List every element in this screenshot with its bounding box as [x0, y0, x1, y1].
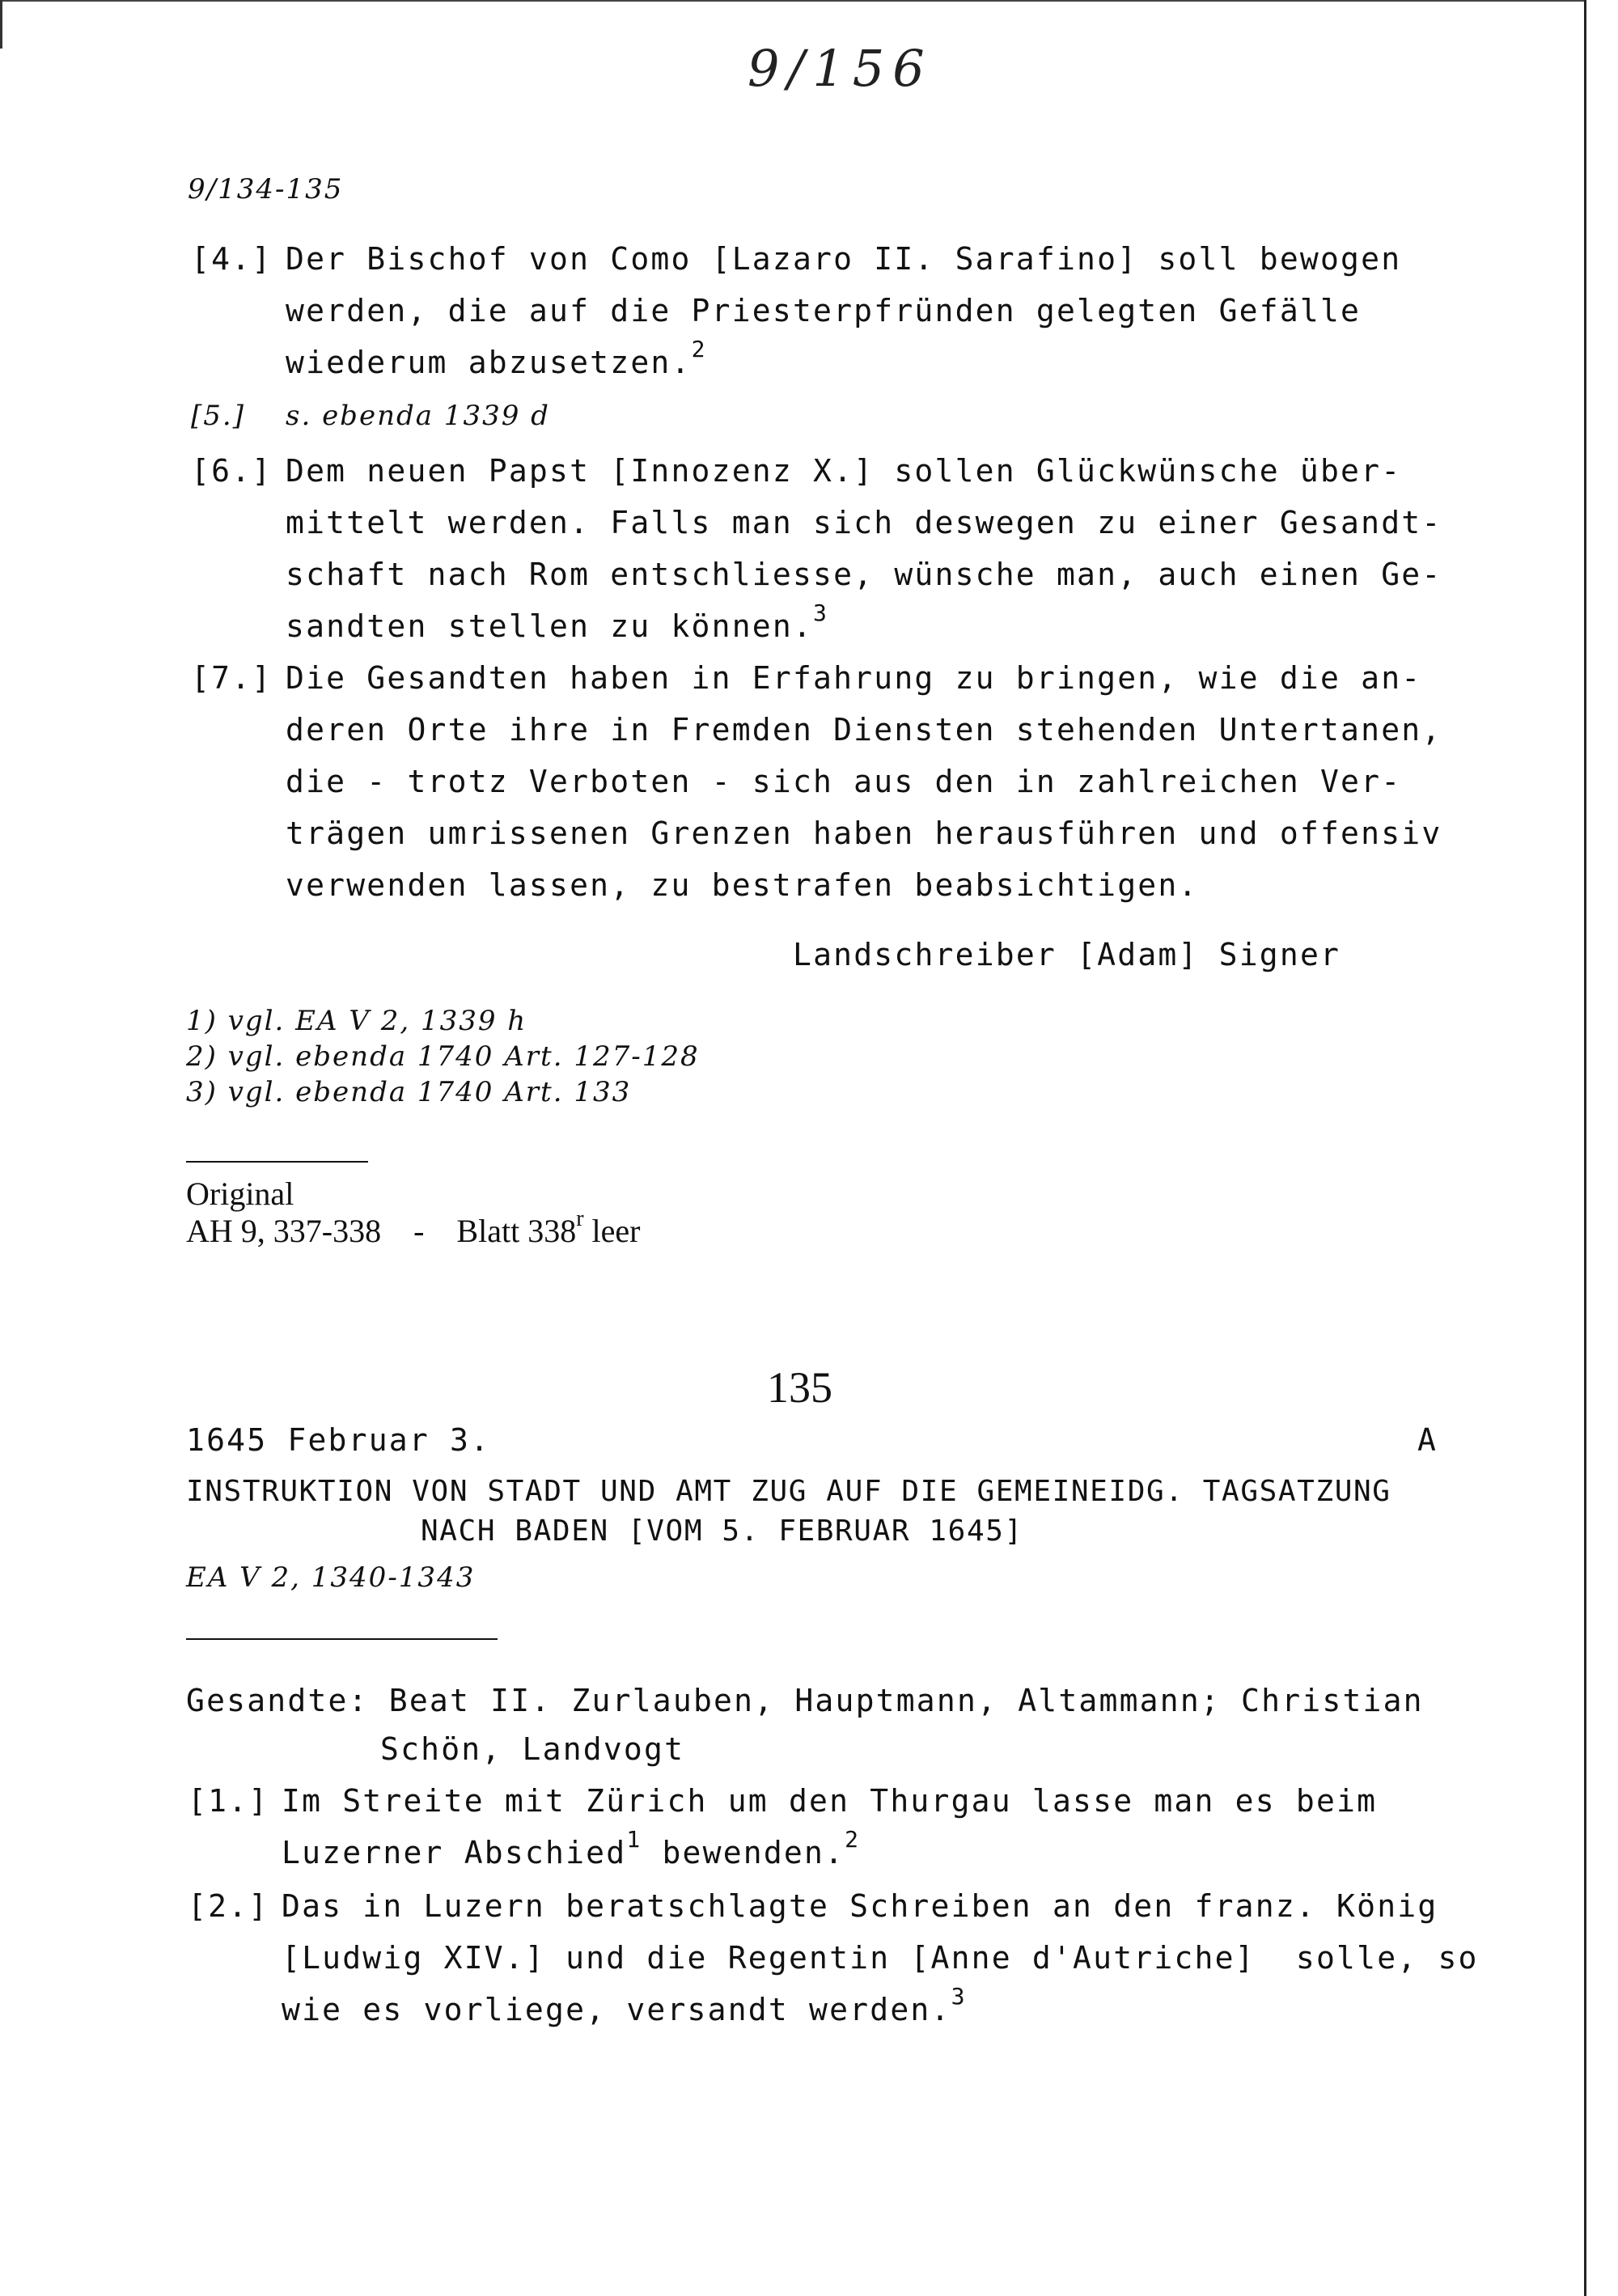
item-number: [1.]: [188, 1783, 269, 1819]
previous-doc-ref: 9/134-135: [188, 173, 344, 205]
source-label: Original: [186, 1176, 294, 1212]
item-line: werden, die auf die Priesterpfründen gelegten Gefälle: [286, 293, 1362, 328]
envoys-line-1: Gesandte: Beat II. Zurlauben, Hauptmann, Altammann; Christian: [186, 1683, 1424, 1718]
instruction-item-2: [188, 1888, 1498, 2050]
item-line: deren Orte ihre in Fremden Diensten stehenden Untertanen,: [286, 712, 1442, 748]
instruction-item-1: [188, 1783, 1482, 1880]
item-number: [5.]: [191, 400, 245, 432]
item-4: [191, 241, 1485, 387]
document-number: 135: [767, 1363, 832, 1412]
item-line: Luzerner Abschied$^1$ bewenden.$^2$: [282, 1826, 861, 1870]
footnote: 1) vgl. EA V 2, 1339 h: [186, 1005, 527, 1037]
item-number: [7.]: [191, 660, 273, 696]
document-title-line-2: NACH BADEN [VOM 5. FEBRUAR 1645]: [421, 1514, 1023, 1548]
item-line: Das in Luzern beratschlagte Schreiben an den franz. König: [282, 1888, 1438, 1924]
footnote: 3) vgl. ebenda 1740 Art. 133: [186, 1076, 632, 1108]
item-number: [4.]: [191, 241, 273, 277]
footnote-ref: 2: [691, 336, 707, 363]
item-line: wie es vorliege, versandt werden.$^3$: [282, 1983, 967, 2027]
item-line: Dem neuen Papst [Innozenz X.] sollen Glückwünsche über-: [286, 453, 1402, 489]
document-type: A: [1417, 1422, 1438, 1458]
item-number: [6.]: [191, 453, 273, 489]
signature: Landschreiber [Adam] Signer: [793, 937, 1341, 972]
item-5: [191, 400, 1485, 440]
footnote-ref: 3: [813, 599, 829, 627]
item-line: mittelt werden. Falls man sich deswegen zu einer Gesandt-: [286, 505, 1442, 540]
item-line: trägen umrissenen Grenzen haben herausführen und offensiv: [286, 815, 1442, 851]
document-date: 1645 Februar 3.: [186, 1422, 491, 1458]
document-title-line-1: INSTRUKTION VON STADT UND AMT ZUG AUF DIE GEMEINEIDG. TAGSATZUNG: [186, 1475, 1391, 1508]
divider: [186, 1161, 368, 1163]
item-line: s. ebenda 1339 d: [286, 400, 550, 432]
item-line: verwenden lassen, zu bestrafen beabsichtigen.: [286, 867, 1199, 903]
handwritten-archive-mark: 9/156: [748, 39, 933, 98]
item-line: wiederum abzusetzen.$^2$: [286, 336, 707, 380]
footnote: 2) vgl. ebenda 1740 Art. 127-128: [186, 1040, 700, 1073]
item-line: die - trotz Verboten - sich aus den in zahlreichen Ver-: [286, 764, 1402, 799]
envoys-line-2: Schön, Landvogt: [380, 1731, 685, 1767]
item-line: schaft nach Rom entschliesse, wünsche man, auch einen Ge-: [286, 557, 1442, 592]
scan-left-edge: [0, 0, 2, 49]
item-number: [2.]: [188, 1888, 269, 1924]
ea-reference: EA V 2, 1340-1343: [186, 1561, 476, 1594]
scan-top-edge: [0, 0, 1586, 2]
item-line: [Ludwig XIV.] und die Regentin [Anne d'Autriche] solle, so: [282, 1940, 1479, 1976]
item-line: sandten stellen zu können.$^3$: [286, 599, 829, 644]
scan-right-edge: [1584, 0, 1586, 2296]
item-line: Die Gesandten haben in Erfahrung zu bringen, wie die an-: [286, 660, 1422, 696]
item-line: Der Bischof von Como [Lazaro II. Sarafino] soll bewogen: [286, 241, 1402, 277]
item-line: Im Streite mit Zürich um den Thurgau lasse man es beim: [282, 1783, 1378, 1819]
item-6: [191, 453, 1485, 655]
divider: [186, 1638, 498, 1640]
item-7: [191, 660, 1485, 919]
source-ref: AH 9, 337-338 - Blatt 338$^r$ leer: [186, 1205, 641, 1249]
